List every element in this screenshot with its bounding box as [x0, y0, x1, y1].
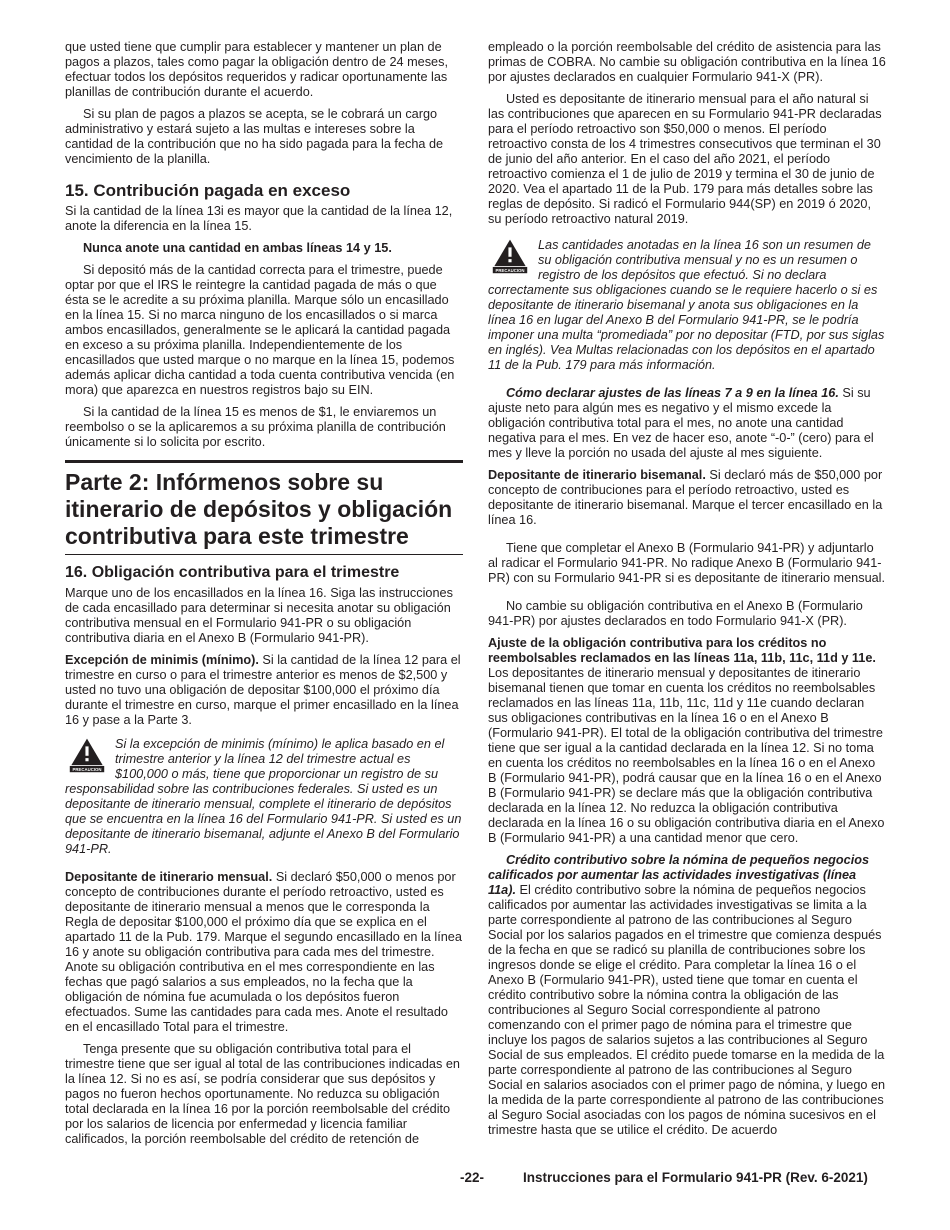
- part-heading: Parte 2: Infórmenos sobre su itinerario de depósitos y obligación contributiva para este trimestre: [65, 469, 453, 549]
- paragraph-lead: Crédito contributivo sobre la nómina de pequeños negocios calificados por aumentar las actividades investigativas (línea 11a).: [488, 853, 870, 897]
- caution-box: [65, 737, 463, 857]
- paragraph-lead: Ajuste de la obligación contributiva para los créditos no reembolsables reclamados en las líneas 11a, 11b, 11c, 11d y 11e.: [488, 636, 876, 665]
- page-number: -22-: [460, 1170, 485, 1185]
- paragraph: Si su ajuste neto para algún mes es negativo y el mismo excede la obligación contributiva total para el mes, no anote una cantidad negativa para el mes. En vez de hacer eso, anote “-0-” (cero) para el mes y lleve la porción no usada del ajuste al mes siguiente.: [488, 386, 874, 460]
- paragraph: Usted es depositante de itinerario mensual para el año natural si las contribuciones que aparecen en su Formulario 941-PR declaradas para el período retroactivo son $50,000 o menos. El período retroactivo consta de los 4 trimestres consecutivos que terminan el 30 de junio del año anterior. En el caso del año 2021, el período retroactivo comienza el 1 de julio de 2019 y termina el 30 de junio de 2020. Vea el apartado 11 de la Pub. 179 para más detalles sobre las reglas de depósito. Si radicó el Formulario 944(SP) en 2019 ó 2020, su período retroactivo natural 2019.: [488, 92, 882, 226]
- left-column: [65, 40, 463, 1147]
- paragraph: Marque uno de los encasillados en la línea 16. Siga las instrucciones de cada encasillado para determinar si necesita anotar su obligación contributiva mensual en el Formulario 941-PR o su obligación contributiva diaria en el Anexo B (Formulario 941-PR).: [65, 586, 453, 645]
- divider: [65, 460, 463, 463]
- paragraph: Si depositó más de la cantidad correcta para el trimestre, puede optar por que el IRS le reintegre la cantidad pagada de más o que ésta se le acredite a su próxima planilla. Marque sólo un encasillado en la línea 15. Si no marca ninguno de los encasillados o si marca ambos encasillados, generalmente se le aplicará la cantidad pagada en exceso a su próxima planilla. Independientemente de los encasillados que usted marque o no marque en la línea 15, podemos además aplicar dicha cantidad a toda cuenta contributiva vencida (en mora) que aparezca en nuestros registros bajo su EIN.: [65, 263, 455, 397]
- footer-title: Instrucciones para el Formulario 941-PR (Rev. 6-2021): [523, 1170, 868, 1185]
- paragraph: Tiene que completar el Anexo B (Formulario 941-PR) y adjuntarlo al radicar el Formulario 941-PR. No radique Anexo B (Formulario 941-PR) con su Formulario 941-PR si es depositante de itinerario mensual.: [488, 541, 886, 585]
- page-footer: [0, 1170, 950, 1190]
- bold-note: Nunca anote una cantidad en ambas líneas 14 y 15.: [83, 241, 392, 255]
- paragraph: Si su plan de pagos a plazos se acepta, se le cobrará un cargo administrativo y estará sujeto a las multas e intereses sobre la cantidad de la contribución que no ha sido pagada para la fecha de vencimiento de la planilla.: [65, 107, 444, 166]
- paragraph: Si la cantidad de la línea 12 para el trimestre en curso o para el trimestre anterior es menos de $2,500 y usted no tuvo una obligación de depositar $100,000 el próximo día durante el trimestre en curso, marque el primer encasillado en la línea 16 y pase a la Parte 3.: [65, 653, 461, 727]
- paragraph: que usted tiene que cumplir para establecer y mantener un plan de pagos a plazos, tales como pagar la obligación dentro de 24 meses, efectuar todos los depósitos requeridos y radicar oportunamente las planillas de contribución durante el acuerdo.: [65, 40, 448, 99]
- caution-text: Si la excepción de minimis (mínimo) le aplica basado en el trimestre anterior y la línea 12 del trimestre actual es $100,000 o más, tiene que proporcionar un registro de su responsabilidad sobre las contribuciones federales. Si usted es un depositante de itinerario mensual, complete el itinerario de depósitos que se encuentra en la línea 16 del Formulario 941-PR. Si usted es un depositante de itinerario bisemanal, adjunte el Anexo B del Formulario 941-PR.: [65, 737, 462, 856]
- paragraph-lead: Depositante de itinerario bisemanal.: [488, 468, 706, 482]
- caution-label: PRECAUCION: [495, 268, 525, 274]
- paragraph-lead: Depositante de itinerario mensual.: [65, 870, 273, 884]
- paragraph: Si declaró $50,000 o menos por concepto de contribuciones durante el período retroactivo, usted es depositante de itinerario mensual a menos que le corresponda la Regla de depositar $100,000 el próximo día que se explica en el apartado 11 de la Pub. 179. Marque el segundo encasillado en la línea 16 y anote su obligación contributiva para cada mes del trimestre. Anote su obligación contributiva en el mes correspondiente en las fechas que pagó salarios a sus empleados, no la fecha que la obligación de nómina fue acumulada o los depósitos fueron efectuados. Sume las cantidades para cada mes. Anote el resultado en el encasillado Total para el trimestre.: [65, 870, 462, 1034]
- paragraph: No cambie su obligación contributiva en el Anexo B (Formulario 941-PR) por ajustes declarados en todo Formulario 941-X (PR).: [488, 599, 863, 628]
- paragraph: El crédito contributivo sobre la nómina de pequeños negocios calificados por aumentar las actividades investigativas se limita a la parte correspondiente al patrono de las contribuciones al Seguro Social por los salarios pagados en el trimestre que comienza después de la fecha en que se radicó su planilla de contribuciones sobre los ingresos donde se elige el crédito. Para completar la línea 16 o el Anexo B (Formulario 941-PR), usted tiene que tomar en cuenta el crédito contributivo sobre la nómina contra la obligación de las contribuciones al Seguro Social correspondiente al patrono comenzando con el primer pago de nómina para el trimestre que incluye los pagos de salarios sujetos a las contribuciones al Seguro Social de sus empleados. El crédito puede tomarse en la medida de la parte correspondiente al patrono de las contribuciones al Seguro Social en salarios asociados con el primer pago de nómina, y luego en la medida de la parte correspondiente al patrono de las contribuciones al Seguro Social asociadas con los pagos de nómina sucesivos en el trimestre hasta que se utilice el crédito. De acuerdo: [488, 883, 886, 1137]
- warning-icon: [65, 737, 109, 773]
- caution-text: Las cantidades anotadas en la línea 16 son un resumen de su obligación contributiva mensual y no es un resumen o registro de los depósitos que efectuó. Si no declara correctamente sus obligaciones cuando se le requiere hacerlo o si es depositante de itinerario bisemanal y anota sus obligaciones en la línea 16 en lugar del Anexo B del Formulario 941-PR, se le podría imponer una multa “promediada” por no depositar (FTD, por sus siglas en inglés). Vea Multas relacionadas con los depósitos en el apartado 11 de la Pub. 179 para más información.: [488, 238, 885, 372]
- paragraph-lead: Cómo declarar ajustes de las líneas 7 a 9 en la línea 16.: [506, 386, 839, 400]
- section-heading-15: 15. Contribución pagada en exceso: [65, 181, 351, 200]
- paragraph: Si la cantidad de la línea 13i es mayor que la cantidad de la línea 12, anote la diferencia en la línea 15.: [65, 204, 453, 233]
- paragraph: empleado o la porción reembolsable del crédito de asistencia para las primas de COBRA. No cambie su obligación contributiva en la línea 16 por ajustes declarados en cualquier Formulario 941-X (PR).: [488, 40, 886, 84]
- caution-box: [488, 238, 886, 373]
- section-heading-16: 16. Obligación contributiva para el trimestre: [65, 564, 400, 581]
- warning-icon: [488, 238, 532, 274]
- paragraph: Los depositantes de itinerario mensual y depositantes de itinerario bisemanal tienen que tomar en cuenta los créditos no reembolsables reclamados en las líneas 11a, 11b, 11c, 11d y 11e cuando declaran sus obligaciones contributivas en la línea 16 o en el Anexo B (Formulario 941-PR). El total de la obligación contributiva del trimestre tiene que ser igual a la cantidad declarada en la línea 12. Si no toma en cuenta los créditos no reembolsables en la línea 16 o en el Anexo B (Formulario 941-PR), podrá causar que en la línea 16 o en el Anexo B (Formulario 941-PR) se declare más que la obligación contributiva declarada en la línea 12. No reduzca la obligación contributiva declarada en la línea 16 o su obligación contributiva diaria en el Anexo B (Formulario 941-PR) a una cantidad menor que cero.: [488, 666, 885, 845]
- paragraph: Tenga presente que su obligación contributiva total para el trimestre tiene que ser igual al total de las contribuciones indicadas en la línea 12. Si no es así, se podría considerar que sus depósitos y pagos no fueron hechos oportunamente. No reduzca su obligación total declarada en la línea 16 por la porción reembolsable del crédito por los salarios de licencia por enfermedad y licencia familiar calificados, la porción reembolsable del crédito de retención de: [65, 1042, 460, 1146]
- paragraph: Si la cantidad de la línea 15 es menos de $1, le enviaremos un reembolso o se la aplicaremos a su próxima planilla de contribución únicamente si lo solicita por escrito.: [65, 405, 446, 449]
- paragraph-lead: Excepción de minimis (mínimo).: [65, 653, 259, 667]
- paragraph: Si declaró más de $50,000 por concepto de contribuciones para el período retroactivo, usted es depositante de itinerario bisemanal. Marque el tercer encasillado en la línea 16.: [488, 468, 883, 527]
- divider: [65, 554, 463, 555]
- right-column: [488, 40, 886, 1138]
- caution-label: PRECAUCION: [72, 767, 102, 773]
